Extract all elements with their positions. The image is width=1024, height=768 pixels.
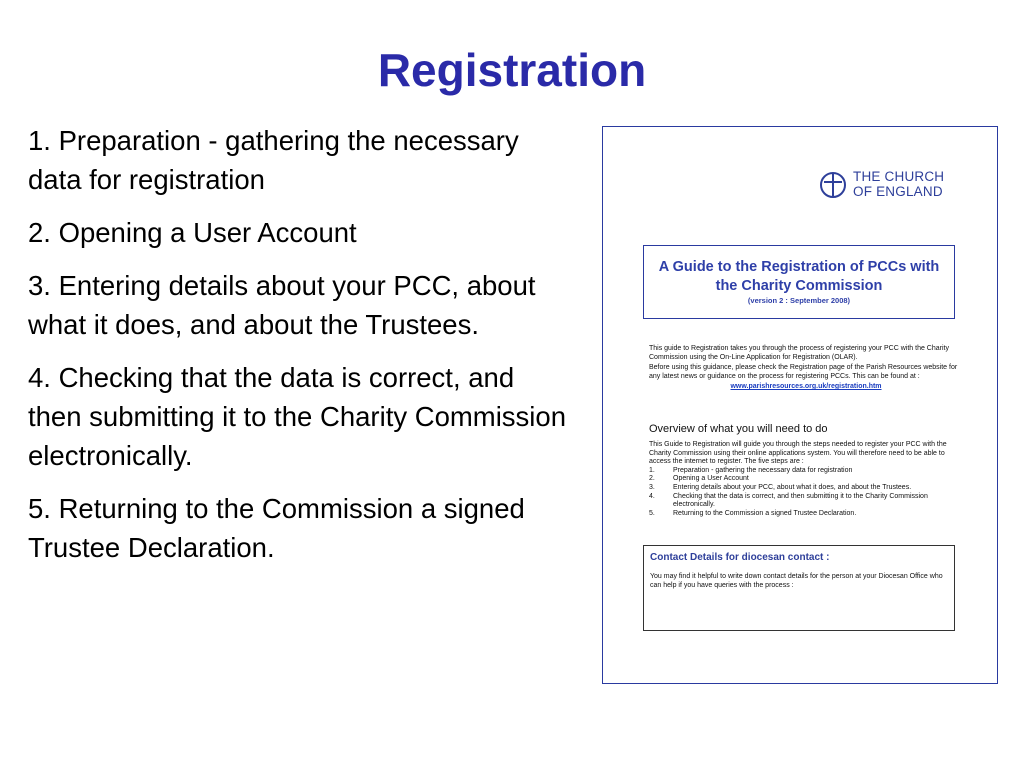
overview-section: [649, 441, 967, 518]
overview-paragraph: This Guide to Registration will guide you through the steps needed to register your PCC with the Charity Commission using their online applications system. You will therefore need to be able to access the internet to register. The five steps are :: [649, 441, 947, 466]
slide-title: Registration: [377, 44, 647, 96]
overview-list-item: 5. Returning to the Commission a signed Trustee Declaration.: [649, 509, 857, 517]
guide-intro: [649, 345, 963, 392]
step-item: 4. Checking that the data is correct, and then submitting it to the Charity Commission electronically.: [28, 362, 566, 471]
contact-heading: Contact Details for diocesan contact :: [650, 552, 830, 563]
overview-list-item: 1. Preparation - gathering the necessary data for registration: [649, 466, 853, 474]
step-item: 5. Returning to the Commission a signed Trustee Declaration.: [28, 493, 525, 563]
overview-list-item: 3. Entering details about your PCC, about what it does, and about the Trustees.: [649, 483, 912, 491]
overview-list-item: 4. Checking that the data is correct, and then submitting it to the Charity Commission electronically.: [649, 492, 928, 509]
intro-paragraph: Before using this guidance, please check the Registration page of the Parish Resources website for any latest news or guidance on the process for registering PCCs. This can be found at :: [649, 364, 958, 380]
contact-details-box: [643, 545, 955, 631]
overview-heading: Overview of what you will need to do: [649, 423, 828, 435]
step-item: 1. Preparation - gathering the necessary data for registration: [28, 125, 519, 195]
step-item: 2. Opening a User Account: [28, 217, 357, 248]
step-item: 3. Entering details about your PCC, about what it does, and about the Trustees.: [28, 270, 536, 340]
overview-list-item: 2. Opening a User Account: [649, 475, 749, 483]
guide-document-image: [602, 126, 998, 684]
steps-list: [28, 121, 568, 581]
registration-link[interactable]: www.parishresources.org.uk/registration.htm: [730, 383, 882, 391]
overview-list: [649, 467, 967, 519]
guide-version: (version 2 : September 2008): [747, 296, 851, 305]
cross-logo-icon: [819, 171, 847, 199]
guide-title: A Guide to the Registration of PCCs with the Charity Commission: [658, 259, 940, 294]
logo-line-2: OF ENGLAND: [853, 184, 943, 199]
guide-title-box: [643, 245, 955, 319]
logo-line-1: THE CHURCH: [853, 169, 945, 184]
intro-paragraph: This guide to Registration takes you through the process of registering your PCC with the Charity Commission using the On-Line Application for Registration (OLAR).: [649, 345, 949, 361]
contact-text: You may find it helpful to write down contact details for the person at your Diocesan Office who can help if you have queries with the process :: [650, 573, 943, 589]
